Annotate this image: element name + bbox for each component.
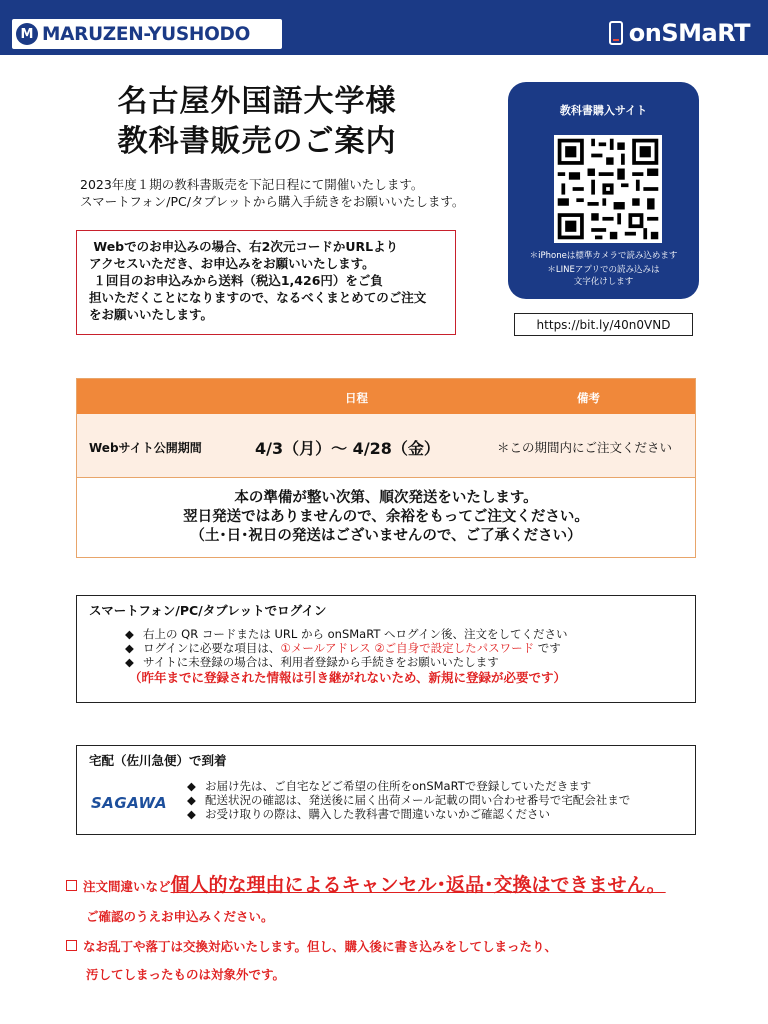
- login-instructions-box: [76, 595, 696, 703]
- page-title: [92, 82, 422, 162]
- no-cancel-prefix: 注文間違いなど: [83, 879, 171, 894]
- delivery-heading: 宅配（佐川急便）で到着: [89, 753, 227, 768]
- shipping-note-line-3: （土･日･祝日の発送はございませんので、ご了承ください）: [190, 528, 582, 544]
- web-period-note: ＊この期間内にご注文ください: [497, 440, 673, 455]
- notice-line-2: アクセスいただき、お申込みをお願いいたします。: [89, 256, 375, 271]
- notice-line-3-text: １回目のお申込みから送料（税込1,426円）をご負: [93, 273, 383, 288]
- registration-warning: （昨年までに登録された情報は引き継がれないため、新規に登録が必要です）: [129, 670, 567, 685]
- schedule-header-date: 日程: [345, 391, 368, 405]
- qr-code[interactable]: [554, 135, 662, 243]
- no-cancel-emphasis: 個人的な理由によるキャンセル･返品･交換はできません。: [170, 874, 666, 896]
- maruzen-yushodo-logo: [12, 19, 282, 49]
- qr-title: 教科書購入サイト: [559, 104, 648, 117]
- delivery-box: [76, 745, 696, 835]
- login-item-2: [143, 641, 561, 655]
- diamond-bullet-icon: ◆: [187, 807, 196, 821]
- checkbox-square-icon: [66, 880, 77, 891]
- web-period-label: Webサイト公開期間: [89, 441, 202, 455]
- delivery-item-2: 配送状況の確認は、発送後に届く出荷メール記載の問い合わせ番号で宅配会社まで: [205, 793, 631, 807]
- login-item-1: 右上の QR コードまたは URL から onSMaRT へログイン後、注文をしてください: [143, 627, 568, 641]
- schedule-table: [76, 378, 696, 558]
- qr-note-line-b: 文字化けします: [573, 277, 634, 287]
- list-item: [125, 627, 683, 641]
- qr-code-graphic: [554, 135, 662, 243]
- login-item-2-prefix: ログインに必要な項目は、: [143, 641, 281, 655]
- defect-exchange-text: なお乱丁や落丁は交換対応いたします。但し、購入後に書き込みをしてしまったり、: [83, 939, 558, 954]
- notice-line-4: 担いただくことになりますので、なるべくまとめてのご注文: [89, 290, 427, 305]
- purchase-site-url[interactable]: https://bit.ly/40n0VND: [514, 313, 693, 336]
- list-item: [125, 641, 683, 655]
- web-period-dates: 4/3（月）～ 4/28（金）: [255, 439, 440, 458]
- maruzen-mark-icon: M: [16, 23, 38, 45]
- maruzen-logo-text: MARUZEN-YUSHODO: [42, 23, 251, 45]
- qr-note-iphone: ＊iPhoneは標準カメラで読み込めます: [529, 251, 678, 261]
- delivery-item-3: お受け取りの際は、購入した教科書で間違いないかご確認ください: [205, 807, 550, 821]
- qr-panel: [508, 82, 699, 299]
- notice-line-5: をお願いいたします。: [89, 307, 214, 322]
- intro-line-1: 2023年度１期の教科書販売を下記日程にて開催いたします。: [80, 177, 424, 192]
- login-required-fields: ①メールアドレス ②ご自身で設定したパスワード: [280, 641, 535, 655]
- login-heading: スマートフォン/PC/タブレットでログイン: [89, 603, 327, 618]
- title-line-2: 教科書販売のご案内: [117, 124, 397, 159]
- checkbox-square-icon: [66, 940, 77, 951]
- list-item: [187, 779, 630, 793]
- header-bar: [0, 0, 768, 55]
- defect-exclusion-line: 汚してしまったものは対象外です。: [86, 967, 286, 982]
- qr-note-line: [508, 264, 699, 288]
- diamond-bullet-icon: ◆: [125, 655, 134, 669]
- diamond-bullet-icon: ◆: [125, 641, 134, 655]
- list-item: [187, 807, 630, 821]
- intro-line-2: スマートフォン/PC/タブレットから購入手続きをお願いいたします。: [80, 194, 465, 209]
- login-item-3: サイトに未登録の場合は、利用者登録から手続きをお願いいたします: [143, 655, 499, 669]
- onsmart-logo: [609, 19, 750, 47]
- shipping-note: [77, 479, 695, 557]
- diamond-bullet-icon: ◆: [187, 793, 196, 807]
- delivery-item-1: お届け先は、ご自宅などご希望の住所をonSMaRTで登録していただきます: [205, 779, 592, 793]
- onsmart-logo-text: onSMaRT: [628, 19, 750, 47]
- diamond-bullet-icon: ◆: [125, 627, 134, 641]
- notice-line-1: [89, 238, 447, 255]
- login-bullet-list: [125, 627, 683, 669]
- diamond-bullet-icon: ◆: [187, 779, 196, 793]
- smartphone-icon: [609, 21, 623, 45]
- shipping-note-line-1: 本の準備が整い次第、順次発送をいたします。: [234, 490, 538, 506]
- delivery-bullet-list: [187, 779, 630, 821]
- defect-exchange-line: [66, 937, 756, 955]
- confirm-before-order: ご確認のうえお申込みください。: [86, 909, 274, 924]
- shipping-note-line-2: 翌日発送ではありませんので、余裕をもってご注文ください。: [183, 509, 589, 525]
- login-item-2-suffix: です: [534, 641, 561, 655]
- notice-line-3: [89, 272, 447, 289]
- web-order-notice: [76, 230, 456, 335]
- schedule-header-remarks: 備考: [577, 391, 600, 405]
- intro-text: [80, 176, 500, 210]
- list-item: [125, 655, 683, 669]
- notice-line-1-text: Webでのお申込みの場合、右2次元コードかURLより: [93, 239, 399, 254]
- schedule-row-web-period: [77, 414, 695, 478]
- title-line-1: 名古屋外国語大学様: [117, 84, 397, 119]
- sagawa-logo: SAGAWA: [91, 794, 168, 812]
- no-cancel-line: [66, 870, 756, 897]
- qr-note-line-a: ＊LINEアプリでの読み込みは: [547, 265, 660, 275]
- list-item: [187, 793, 630, 807]
- schedule-header-row: [77, 379, 695, 414]
- footer-warnings: [66, 870, 756, 983]
